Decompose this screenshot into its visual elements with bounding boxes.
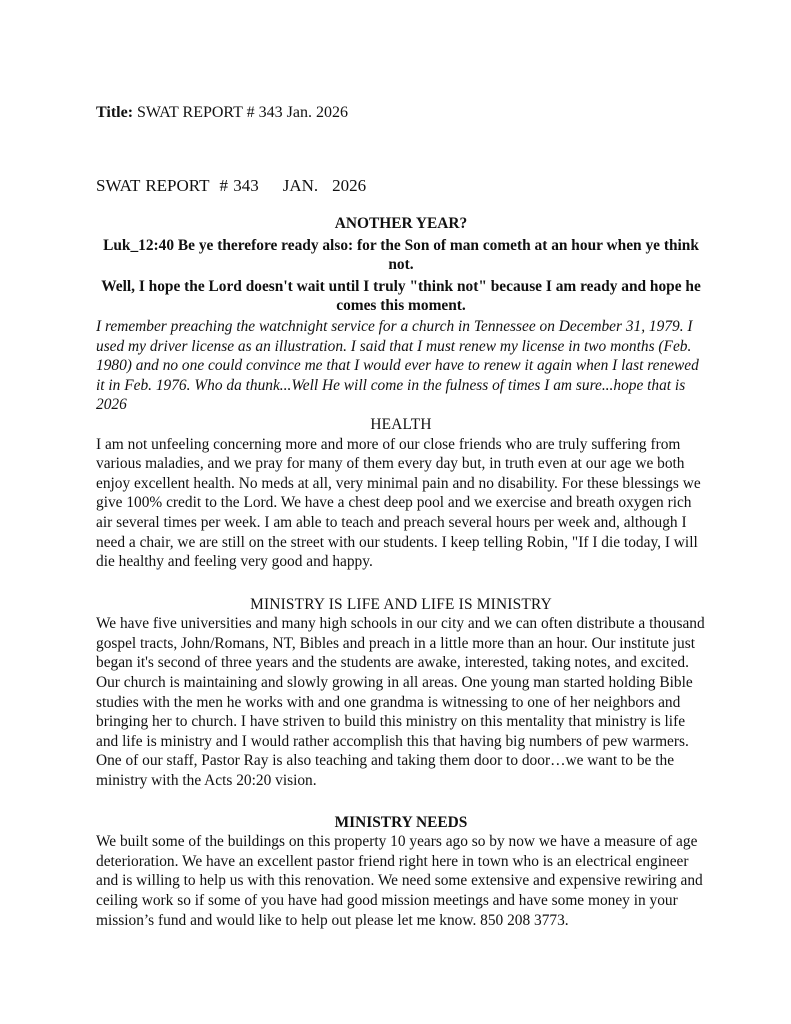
ministry-paragraph: We have five universities and many high schools in our city and we can often distribute a thousand gospel tracts, John/Romans, NT, Bibles and preach in a little more than an hour. Our institute just began it's second of three years and the students are awake, interested, taking notes, and excited. Our church is maintaining and slowly growing in all areas. One young man started holding Bible studies with the men he works with and one grandma is witnessing to one of her neighbors and bringing her to church. I have striven to build this ministry on this mentality that ministry is life and life is ministry and I would rather accomplish this that having big numbers of pew warmers. One of our staff, Pastor Ray is also teaching and taking them door to door…we want to be the ministry with the Acts 20:20 vision.	[96, 615, 705, 790]
report-heading-line	[96, 176, 366, 196]
title-value: SWAT REPORT # 343 Jan. 2026	[137, 104, 348, 121]
report-year: 2026	[332, 176, 367, 195]
report-number: # 343	[219, 176, 259, 195]
hope-statement: Well, I hope the Lord doesn't wait until I truly "think not" because I am ready and hope he comes this moment.	[101, 277, 701, 315]
report-month: JAN.	[282, 176, 319, 195]
document-title-line	[96, 103, 348, 123]
title-label: Title:	[96, 104, 134, 121]
section-spacer	[96, 572, 706, 595]
ministry-needs-paragraph: We built some of the buildings on this property 10 years ago so by now we have a measure of age deterioration. We have an excellent pastor friend right here in town who is an electrical engineer and is willing to help us with this renovation. We need some extensive and expensive rewiring and ceiling work so if some of you have had good mission meetings and have some money in your mission’s fund and would like to help out please let me know. 850 208 3773.	[96, 833, 703, 929]
health-heading: HEALTH	[370, 415, 432, 433]
health-paragraph: I am not unfeeling concerning more and more of our close friends who are truly suffering from various maladies, and we pray for many of them every day but, in truth even at our age we both enjoy excellent health. No meds at all, very minimal pain and no disability. For these blessings we give 100% credit to the Lord. We have a chest deep pool and we exercise and breath oxygen rich air several times per week. I am able to teach and preach several hours per week and, although I need a chair, we are still on the street with our students. I keep telling Robin, "If I die today, I will die healthy and feeling very good and happy.	[96, 435, 701, 571]
watchnight-story: I remember preaching the watchnight service for a church in Tennessee on December 31, 1979. I used my driver license as an illustration. I said that I must renew my license in two months (Feb. 1980) and no one could convince me that I would ever have to renew it again when I last renewed it in Feb. 1976. Who da thunk...Well He will come in the fulness of times I am sure...hope that is 2026	[96, 317, 699, 414]
ministry-needs-heading: MINISTRY NEEDS	[334, 813, 468, 831]
document-body	[96, 214, 706, 930]
another-year-heading: ANOTHER YEAR?	[334, 215, 468, 232]
report-name: SWAT REPORT	[96, 176, 210, 195]
section-spacer	[96, 791, 706, 813]
scripture-quote: Luk_12:40 Be ye therefore ready also: for the Son of man cometh at an hour when ye think not.	[103, 236, 699, 274]
ministry-heading: MINISTRY IS LIFE AND LIFE IS MINISTRY	[250, 595, 552, 613]
